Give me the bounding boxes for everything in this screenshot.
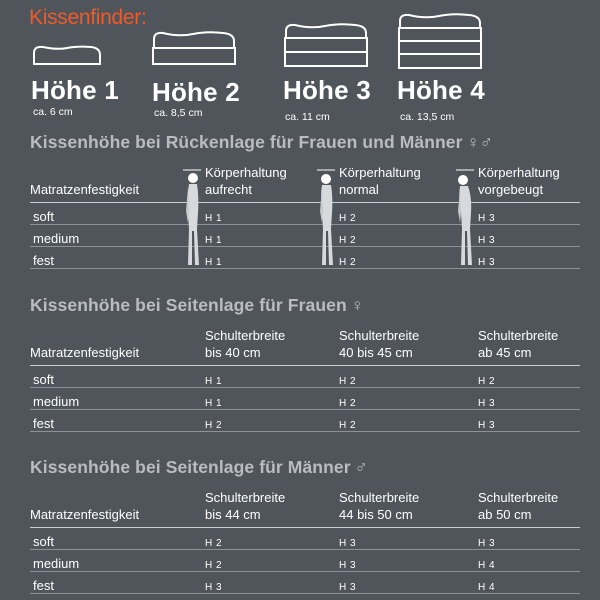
cell-value: H 2	[205, 538, 223, 549]
row-label: medium	[33, 231, 80, 246]
cell-value: H 1	[205, 398, 223, 409]
column-header: Schulterbreite ab 50 cm	[478, 490, 559, 522]
table-row	[30, 550, 580, 572]
page-title: Kissenfinder:	[29, 6, 147, 29]
row-label: fest	[33, 578, 54, 593]
row-label: soft	[33, 372, 54, 387]
table-header-row	[30, 327, 580, 366]
cell-value: H 2	[205, 560, 223, 571]
section-title-seitenlage-frauen	[30, 295, 364, 316]
pillow-approx-1: ca. 6 cm	[33, 106, 73, 118]
table-row	[30, 572, 580, 594]
cell-value: H 2	[339, 213, 357, 224]
pillow-label-3: Höhe 3	[283, 75, 371, 105]
column-header: Körperhaltung aufrecht	[205, 164, 339, 203]
cell-value: H 3	[478, 420, 496, 431]
table-row	[30, 203, 580, 225]
cell-value: H 2	[339, 257, 357, 268]
pillow-height-1-illustration	[31, 44, 103, 66]
section-title-rueckenlage	[30, 132, 493, 153]
column-header: Schulterbreite bis 44 cm	[205, 490, 286, 522]
cell-value: H 2	[339, 235, 357, 246]
row-label: medium	[33, 556, 80, 571]
cell-value: H 3	[205, 582, 223, 593]
table-row	[30, 388, 580, 410]
row-label: soft	[33, 534, 54, 549]
cell-value: H 3	[339, 582, 357, 593]
row-label: fest	[33, 253, 54, 268]
section-title-text: Kissenhöhe bei Seitenlage für Frauen	[30, 295, 347, 315]
gender-symbol: ♂	[354, 457, 368, 477]
row-label: fest	[33, 416, 54, 431]
row-label: soft	[33, 209, 54, 224]
cell-value: H 1	[205, 213, 223, 224]
cell-value: H 4	[478, 560, 496, 571]
table-row	[30, 247, 580, 269]
cell-value: H 4	[478, 582, 496, 593]
pillow-label-1: Höhe 1	[31, 75, 119, 105]
column-header: Körperhaltung normal	[339, 164, 478, 203]
pillow-height-3-illustration	[283, 22, 369, 68]
cell-value: H 3	[478, 398, 496, 409]
row-label: medium	[33, 394, 80, 409]
pillow-height-4-illustration	[397, 12, 483, 70]
cell-value: H 2	[339, 420, 357, 431]
pillow-label-2: Höhe 2	[152, 77, 240, 107]
gender-symbol: ♀	[350, 295, 364, 315]
table-rueckenlage	[30, 164, 580, 269]
cell-value: H 2	[339, 376, 357, 387]
pillow-approx-3: ca. 11 cm	[285, 111, 330, 123]
table-header-row	[30, 489, 580, 528]
pillow-approx-4: ca. 13,5 cm	[400, 111, 455, 123]
table-row	[30, 366, 580, 388]
section-title-seitenlage-maenner	[30, 457, 368, 478]
table-seitenlage-maenner	[30, 489, 580, 594]
column-header: Schulterbreite 40 bis 45 cm	[339, 328, 420, 360]
cell-value: H 3	[339, 538, 357, 549]
cell-value: H 3	[339, 560, 357, 571]
cell-value: H 2	[205, 420, 223, 431]
cell-value: H 2	[339, 398, 357, 409]
cell-value: H 3	[478, 538, 496, 549]
section-title-text: Kissenhöhe bei Rückenlage für Frauen und Männer	[30, 132, 463, 152]
column-header: Schulterbreite bis 40 cm	[205, 328, 286, 360]
table-seitenlage-frauen	[30, 327, 580, 432]
row-header: Matratzenfestigkeit	[30, 507, 140, 522]
cell-value: H 1	[205, 235, 223, 246]
section-title-text: Kissenhöhe bei Seitenlage für Männer	[30, 457, 351, 477]
cell-value: H 1	[205, 376, 223, 387]
cell-value: H 3	[478, 235, 496, 246]
posture-bent-forward-figure-icon	[455, 167, 475, 269]
table-row	[30, 225, 580, 247]
table-row	[30, 528, 580, 550]
table-header-row	[30, 164, 580, 203]
posture-upright-figure-icon	[182, 167, 202, 269]
cell-value: H 1	[205, 257, 223, 268]
column-header: Körperhaltung vorgebeugt	[478, 164, 580, 203]
cell-value: H 2	[478, 376, 496, 387]
column-header: Schulterbreite ab 45 cm	[478, 328, 559, 360]
pillow-height-2-illustration	[151, 30, 237, 66]
pillow-label-4: Höhe 4	[397, 75, 485, 105]
cell-value: H 3	[478, 213, 496, 224]
row-header: Matratzenfestigkeit	[30, 182, 140, 197]
row-header: Matratzenfestigkeit	[30, 345, 140, 360]
pillow-approx-2: ca. 8,5 cm	[154, 107, 203, 119]
posture-normal-figure-icon	[316, 167, 336, 269]
column-header: Schulterbreite 44 bis 50 cm	[339, 490, 420, 522]
cell-value: H 3	[478, 257, 496, 268]
table-row	[30, 410, 580, 432]
gender-symbol: ♀♂	[466, 132, 494, 152]
